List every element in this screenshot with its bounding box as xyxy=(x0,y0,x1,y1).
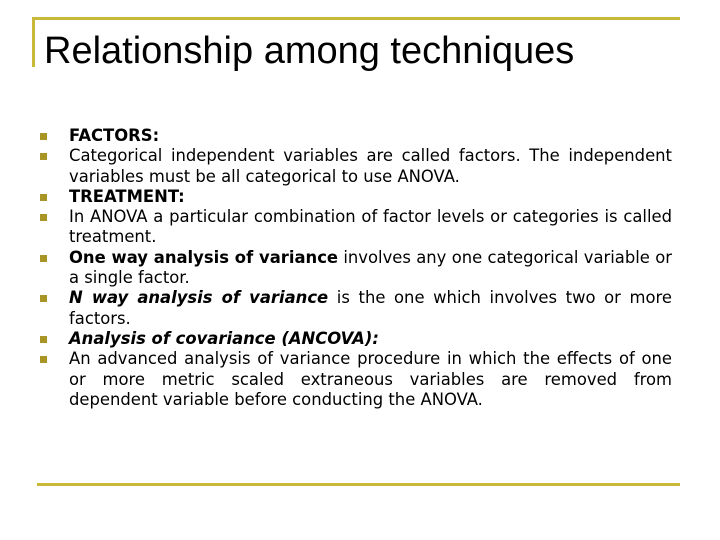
bullet-item-factors-heading xyxy=(40,126,672,146)
n-way-anova-term: N way analysis of variance xyxy=(69,288,329,308)
treatment-heading: TREATMENT: xyxy=(69,186,185,206)
square-bullet-icon xyxy=(40,133,47,140)
ancova-heading: Analysis of covariance (ANCOVA): xyxy=(69,328,379,348)
bullet-item-ancova-definition xyxy=(40,349,672,410)
bullet-list xyxy=(40,126,672,410)
square-bullet-icon xyxy=(40,194,47,201)
bullet-item-treatment-definition xyxy=(40,207,672,248)
ancova-definition: An advanced analysis of variance procedure in which the effects of one or more metric scaled extraneous variables are removed from dependent variable before conducting the ANOVA. xyxy=(69,349,672,409)
square-bullet-icon xyxy=(40,214,47,221)
square-bullet-icon xyxy=(40,336,47,343)
square-bullet-icon xyxy=(40,255,47,262)
bullet-item-treatment-heading xyxy=(40,187,672,207)
frame-top-line xyxy=(32,17,680,20)
bullet-item-ancova-heading xyxy=(40,329,672,349)
bullet-item-factors-definition xyxy=(40,146,672,187)
frame-bottom-line xyxy=(37,483,680,486)
square-bullet-icon xyxy=(40,356,47,363)
bullet-item-one-way-anova xyxy=(40,248,672,289)
square-bullet-icon xyxy=(40,153,47,160)
factors-definition: Categorical independent variables are called factors. The independent variables must be all categorical to use ANOVA. xyxy=(69,146,672,186)
square-bullet-icon xyxy=(40,295,47,302)
slide-title: Relationship among techniques xyxy=(44,30,575,72)
n-way-anova-definition: is the one which involves two or more factors. xyxy=(69,288,672,328)
one-way-anova-definition: involves any one categorical variable or a single factor. xyxy=(69,247,672,288)
frame-left-line xyxy=(32,17,35,67)
factors-heading: FACTORS: xyxy=(69,126,160,145)
bullet-item-n-way-anova xyxy=(40,288,672,329)
one-way-anova-term: One way analysis of variance xyxy=(69,247,339,267)
treatment-definition: In ANOVA a particular combination of factor levels or categories is called treatment. xyxy=(69,207,672,247)
